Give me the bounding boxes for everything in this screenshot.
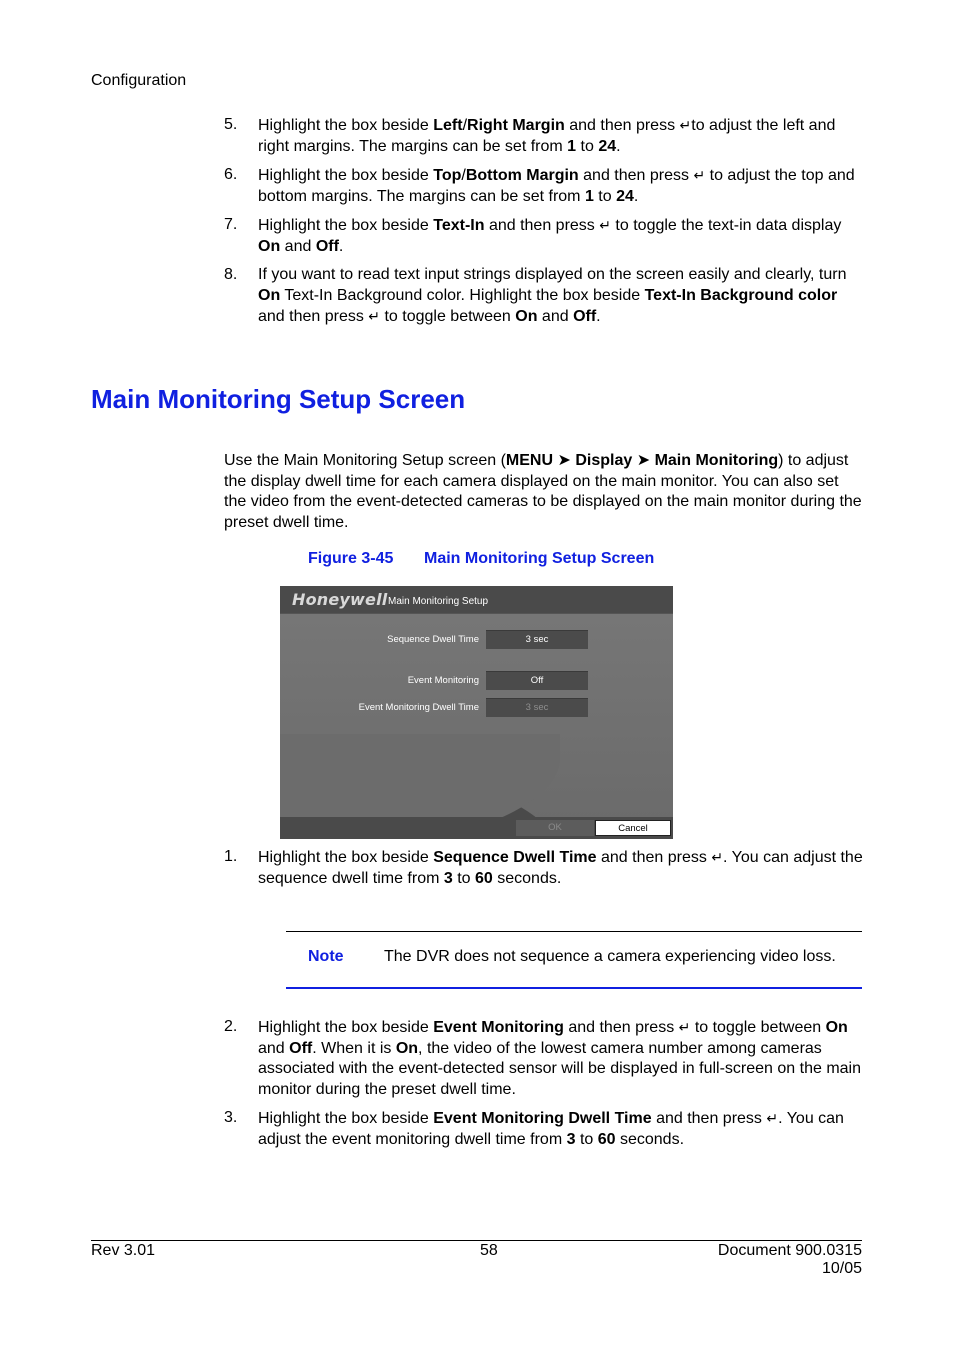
step-number: 2. — [224, 1018, 238, 1035]
document-number: Document 900.0315 — [717, 1242, 862, 1259]
document-date: 10/05 — [821, 1260, 862, 1277]
event-monitoring-dwell-time-label: Event Monitoring Dwell Time — [358, 702, 479, 713]
footer-rule — [91, 1240, 862, 1241]
enter-key-icon: ↵ — [766, 1110, 779, 1126]
step-number: 6. — [224, 166, 238, 183]
step-number: 1. — [224, 848, 238, 865]
note-text: The DVR does not sequence a camera experiencing video loss. — [384, 948, 836, 965]
note-top-rule — [286, 931, 862, 932]
running-header: Configuration — [91, 72, 187, 89]
figure-caption — [308, 550, 654, 568]
menu-arrow-icon: ➤ — [636, 452, 651, 469]
event-monitoring-field[interactable]: Off — [486, 671, 588, 690]
enter-key-icon: ↵ — [679, 117, 692, 133]
enter-key-icon: ↵ — [678, 1019, 691, 1035]
enter-key-icon: ↵ — [368, 308, 381, 324]
page-number: 58 — [480, 1242, 498, 1259]
enter-key-icon: ↵ — [693, 167, 706, 183]
enter-key-icon: ↵ — [599, 217, 611, 233]
cancel-button[interactable]: Cancel — [595, 820, 671, 836]
note-label: Note — [308, 948, 344, 965]
footer-document — [718, 1242, 862, 1278]
dvr-setup-screen — [280, 586, 673, 839]
dvr-body — [280, 614, 673, 839]
step-number: 8. — [224, 266, 238, 283]
ok-button[interactable]: OK — [516, 820, 594, 836]
sequence-dwell-time-field[interactable]: 3 sec — [486, 630, 588, 649]
sequence-dwell-time-label: Sequence Dwell Time — [387, 634, 479, 645]
step-text: If you want to read text input strings displayed on the screen easily and clearly, turn On Text-In Background color. Highlight the box beside Text-In Background color and then press ↵ to toggle between On and Off. — [258, 266, 847, 325]
step-text: Highlight the box beside Left/Right Margin and then press ↵to adjust the left and right margins. The margins can be set from 1 to 24. — [258, 117, 836, 155]
dvr-screen-title: Main Monitoring Setup — [388, 596, 489, 607]
step-text: Highlight the box beside Event Monitoring and then press ↵ to toggle between On and Off. When it is On, the video of the lowest camera number among cameras associated with the event-detected sensor will be displayed in full-screen on the main monitor during the preset dwell time. — [258, 1019, 861, 1098]
step-number: 3. — [224, 1109, 238, 1126]
figure-number: Figure 3-45 — [308, 550, 394, 567]
dvr-title-bar — [280, 586, 673, 614]
step-number: 7. — [224, 216, 238, 233]
note-bottom-rule — [286, 987, 862, 989]
step-text: Highlight the box beside Text-In and then press ↵ to toggle the text-in data display On and Off. — [258, 217, 842, 255]
footer-revision: Rev 3.01 — [91, 1242, 156, 1259]
figure-title: Main Monitoring Setup Screen — [424, 550, 655, 567]
section-title: Main Monitoring Setup Screen — [91, 384, 466, 414]
step-text: Highlight the box beside Top/Bottom Margin and then press ↵ to adjust the top and bottom margins. The margins can be set from 1 to 24. — [258, 167, 855, 205]
event-monitoring-dwell-time-field[interactable]: 3 sec — [486, 698, 588, 717]
step-text: Highlight the box beside Event Monitoring Dwell Time and then press ↵. You can adjust the event monitoring dwell time from 3 to 60 seconds. — [258, 1110, 844, 1148]
step-number: 5. — [224, 116, 238, 133]
event-monitoring-label: Event Monitoring — [407, 675, 479, 686]
enter-key-icon: ↵ — [711, 849, 724, 865]
menu-arrow-icon: ➤ — [557, 452, 571, 469]
step-text: Highlight the box beside Sequence Dwell Time and then press ↵. You can adjust the sequence dwell time from 3 to 60 seconds. — [258, 849, 863, 887]
intro-paragraph: Use the Main Monitoring Setup screen (MENU ➤ Display ➤ Main Monitoring) to adjust the display dwell time for each camera displayed on the main monitor. You can also set the video from the event-detected cameras to be displayed on the main monitor during the preset dwell time. — [224, 452, 862, 531]
honeywell-logo: Honeywell — [292, 590, 388, 609]
